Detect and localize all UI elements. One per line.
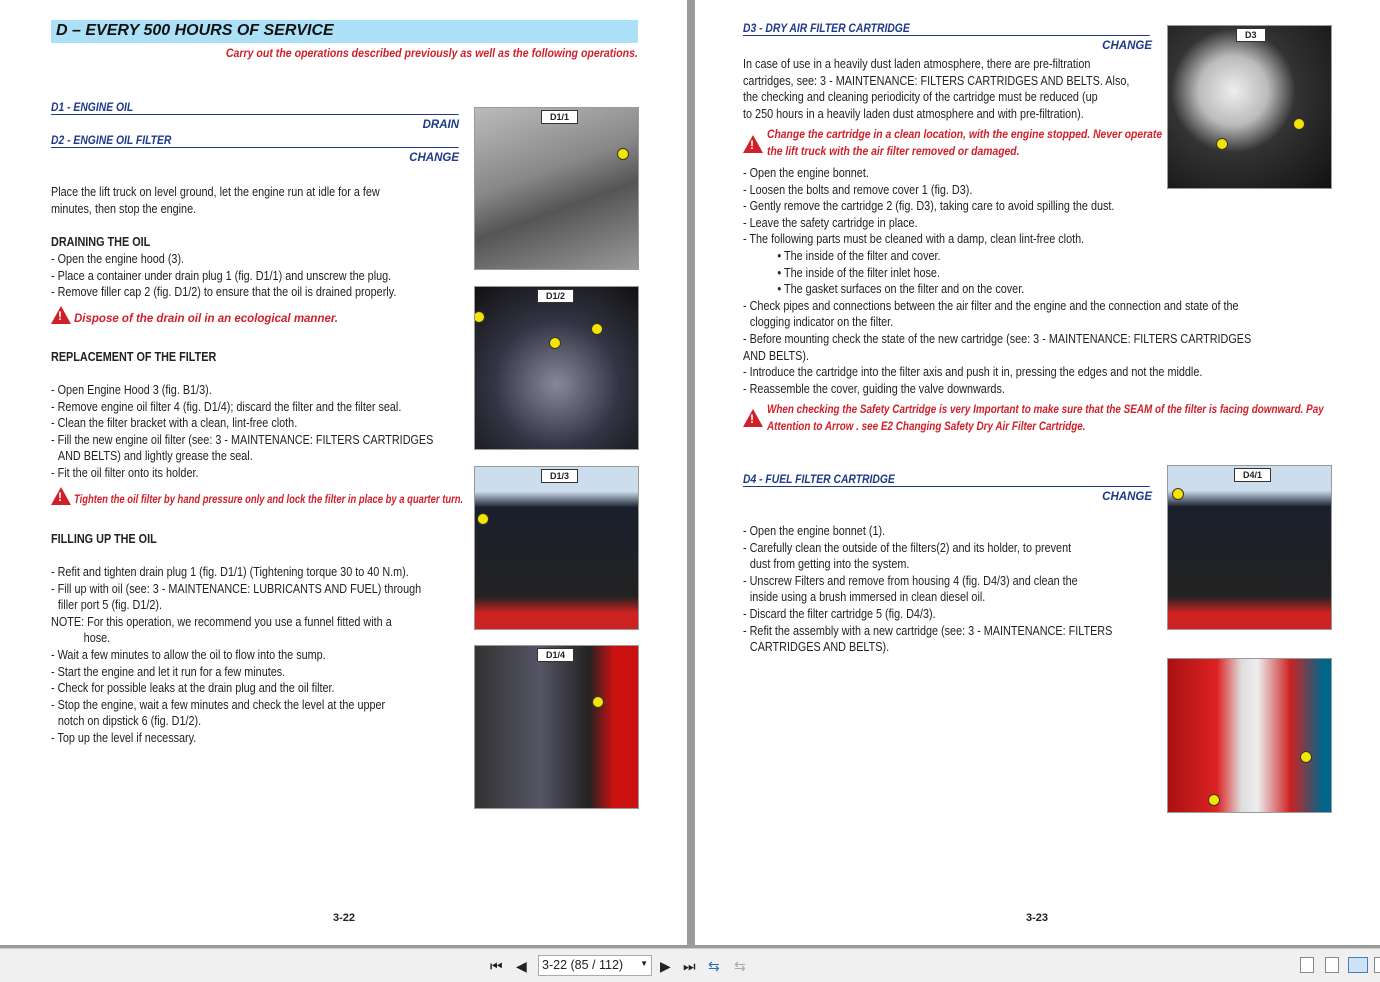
single-page-view-icon[interactable]	[1300, 957, 1314, 973]
text-line: - Refit and tighten drain plug 1 (fig. D1/1) (Tightening torque 30 to 40 N.m).	[51, 565, 409, 579]
d3-intro	[743, 56, 1129, 122]
text-line: dust from getting into the system.	[749, 557, 910, 572]
page-number: 3-22	[333, 912, 356, 924]
draining-steps	[51, 251, 396, 301]
page-selector-value: 3-22 (85 / 112)	[542, 958, 624, 972]
text-line: - Start the engine and let it run for a few minutes.	[51, 664, 286, 679]
text-line: cartridges, see: 3 - MAINTENANCE: FILTERS CARTRIDGES AND BELTS. Also,	[743, 73, 1130, 88]
next-view-icon[interactable]: ⇆	[734, 958, 746, 974]
text-line: - Unscrew Filters and remove from housing 4 (fig. D4/3) and clean the	[743, 573, 1078, 588]
text-line: to 250 hours in a heavily laden dust atmosphere and with pre-filtration).	[743, 106, 1084, 121]
text-line: - Fill up with oil (see: 3 - MAINTENANCE: LUBRICANTS AND FUEL) through	[51, 581, 422, 596]
first-page-icon[interactable]: ⏮	[490, 958, 503, 974]
warning-icon	[743, 135, 763, 153]
warning-cartridge	[767, 127, 1162, 161]
section-d4-action: CHANGE	[1102, 491, 1152, 503]
text-line: - Check for possible leaks at the drain plug and the oil filter.	[51, 681, 335, 696]
section-d1-action: DRAIN	[422, 119, 459, 131]
text-line: - Stop the engine, wait a few minutes and check the level at the upper	[51, 697, 386, 712]
callout-marker	[617, 148, 629, 160]
figure-label: D1/3	[541, 469, 578, 483]
warning-drain-oil: Dispose of the drain oil in an ecological manner.	[74, 313, 338, 325]
text-line: NOTE: For this operation, we recommend you use a funnel fitted with a	[51, 614, 392, 629]
draining-heading: DRAINING THE OIL	[51, 235, 151, 249]
figure-d1-4-photo	[474, 645, 639, 809]
text-line: - Discard the filter cartridge 5 (fig. D4/3).	[743, 606, 936, 621]
warning-icon	[743, 409, 763, 427]
text-line: - Check pipes and connections between the air filter and the engine and the connection and state of the	[743, 298, 1239, 313]
text-line: - Carefully clean the outside of the filters(2) and its holder, to prevent	[743, 540, 1072, 555]
text-line: - Wait a few minutes to allow the oil to flow into the sump.	[51, 647, 326, 662]
figure-label: D1/1	[541, 110, 578, 124]
d3-steps	[743, 165, 1251, 397]
text-line: notch on dipstick 6 (fig. D1/2).	[57, 714, 202, 729]
warning-icon	[51, 487, 71, 505]
callout-marker	[1172, 488, 1184, 500]
text-line: - Place a container under drain plug 1 (fig. D1/1) and unscrew the plug.	[51, 268, 392, 283]
text-line: - Remove filler cap 2 (fig. D1/2) to ensure that the oil is drained properly.	[51, 285, 397, 300]
callout-marker	[1208, 794, 1220, 806]
next-page-icon[interactable]: ▶	[660, 958, 671, 974]
two-page-continuous-view-icon[interactable]	[1374, 957, 1380, 973]
text-line: - Fill the new engine oil filter (see: 3 - MAINTENANCE: FILTERS CARTRIDGES	[51, 432, 434, 447]
section-d2-heading: D2 - ENGINE OIL FILTER	[51, 135, 459, 148]
page-selector-dropdown[interactable]	[538, 955, 652, 976]
page-number: 3-23	[1026, 912, 1049, 924]
text-line: - Before mounting check the state of the new cartridge (see: 3 - MAINTENANCE: FILTERS CARTRIDGES	[743, 331, 1252, 346]
d4-steps	[743, 523, 1112, 656]
text-line: • The gasket surfaces on the filter and on the cover.	[777, 282, 1025, 297]
text-line: hose.	[83, 631, 111, 646]
figure-d3-photo	[1167, 25, 1332, 189]
text-line: - Open the engine bonnet.	[743, 166, 869, 180]
warning-safety-cartridge	[767, 402, 1324, 436]
warning-icon	[51, 306, 71, 324]
callout-marker	[1216, 138, 1228, 150]
text-line: - Fit the oil filter onto its holder.	[51, 465, 199, 480]
text-line: the lift truck with the air filter removed or damaged.	[767, 146, 1020, 158]
text-line: - Top up the level if necessary.	[51, 730, 197, 745]
callout-marker	[549, 337, 561, 349]
chevron-down-icon: ▼	[640, 959, 648, 968]
page-title: D – EVERY 500 HOURS OF SERVICE	[56, 22, 334, 39]
intro-paragraph	[51, 184, 380, 217]
figure-label: D3	[1236, 28, 1266, 42]
text-line: CARTRIDGES AND BELTS).	[749, 640, 890, 655]
callout-marker	[1300, 751, 1312, 763]
callout-marker	[477, 513, 489, 525]
text-line: - Leave the safety cartridge in place.	[743, 215, 918, 230]
replacement-heading: REPLACEMENT OF THE FILTER	[51, 350, 217, 364]
figure-d1-2-photo	[474, 286, 639, 450]
callout-marker	[591, 323, 603, 335]
text-line: - Open the engine hood (3).	[51, 252, 185, 266]
section-d4-heading: D4 - FUEL FILTER CARTRIDGE	[743, 474, 1150, 487]
figure-label: D1/2	[537, 289, 574, 303]
text-line: filler port 5 (fig. D1/2).	[57, 598, 163, 613]
text-line: minutes, then stop the engine.	[51, 201, 197, 216]
text-line: Place the lift truck on level ground, let the engine run at idle for a few	[51, 185, 380, 199]
figure-d1-1-photo	[474, 107, 639, 270]
text-line: the checking and cleaning periodicity of the cartridge must be reduced (up	[743, 90, 1098, 105]
callout-marker	[474, 311, 485, 323]
text-line: When checking the Safety Cartridge is very Important to make sure that the SEAM of the filter is facing downward. Pay	[767, 404, 1324, 416]
text-line: Change the cartridge in a clean location, with the engine stopped. Never operate	[767, 129, 1163, 141]
text-line: - Clean the filter bracket with a clean, lint-free cloth.	[51, 416, 298, 431]
replacement-steps	[51, 382, 433, 482]
right-page	[695, 0, 1380, 945]
text-line: - Loosen the bolts and remove cover 1 (fig. D3).	[743, 182, 973, 197]
text-line: - Reassemble the cover, guiding the valve downwards.	[743, 381, 1005, 396]
last-page-icon[interactable]: ⏭	[683, 958, 696, 974]
pdf-navigation-toolbar	[0, 948, 1380, 982]
section-d3-heading: D3 - DRY AIR FILTER CARTRIDGE	[743, 23, 1150, 36]
text-line: - Open Engine Hood 3 (fig. B1/3).	[51, 383, 212, 397]
section-d1-heading: D1 - ENGINE OIL	[51, 102, 459, 115]
warning-oil-filter: Tighten the oil filter by hand pressure only and lock the filter in place by a quarter turn.	[74, 494, 464, 506]
text-line: - Open the engine bonnet (1).	[743, 524, 886, 538]
text-line: • The inside of the filter and cover.	[777, 248, 941, 263]
text-line: - Gently remove the cartridge 2 (fig. D3), taking care to avoid spilling the dust.	[743, 199, 1115, 214]
figure-label: D4/1	[1234, 468, 1271, 482]
text-line: - Remove engine oil filter 4 (fig. D1/4); discard the filter and the filter seal.	[51, 399, 402, 414]
figure-d4-3-photo	[1167, 658, 1332, 813]
previous-view-icon[interactable]: ⇆	[708, 958, 720, 974]
left-page	[0, 0, 687, 945]
filling-steps	[51, 564, 421, 747]
text-line: - Introduce the cartridge into the filter axis and push it in, pressing the edges and not the middle.	[743, 365, 1203, 380]
subtitle: Carry out the operations described previously as well as the following operations.	[225, 48, 638, 60]
text-line: inside using a brush immersed in clean diesel oil.	[749, 590, 986, 605]
section-d3-action: CHANGE	[1102, 40, 1152, 52]
text-line: - Refit the assembly with a new cartridge (see: 3 - MAINTENANCE: FILTERS	[743, 623, 1113, 638]
figure-d4-1-photo	[1167, 465, 1332, 630]
callout-marker	[592, 696, 604, 708]
section-d2-action: CHANGE	[409, 152, 459, 164]
text-line: - The following parts must be cleaned with a damp, clean lint-free cloth.	[743, 232, 1085, 247]
text-line: AND BELTS) and lightly grease the seal.	[57, 449, 253, 464]
continuous-view-icon[interactable]	[1325, 957, 1339, 973]
text-line: • The inside of the filter inlet hose.	[777, 265, 940, 280]
text-line: In case of use in a heavily dust laden atmosphere, there are pre-filtration	[743, 57, 1091, 71]
previous-page-icon[interactable]: ◀	[516, 958, 527, 974]
two-page-view-icon[interactable]	[1348, 957, 1368, 973]
text-line: clogging indicator on the filter.	[749, 315, 894, 330]
text-line: Attention to Arrow . see E2 Changing Safety Dry Air Filter Cartridge.	[767, 421, 1086, 433]
filling-heading: FILLING UP THE OIL	[51, 532, 157, 546]
callout-marker	[1293, 118, 1305, 130]
figure-label: D1/4	[537, 648, 574, 662]
text-line: AND BELTS).	[743, 348, 810, 363]
figure-d1-3-photo	[474, 466, 639, 630]
